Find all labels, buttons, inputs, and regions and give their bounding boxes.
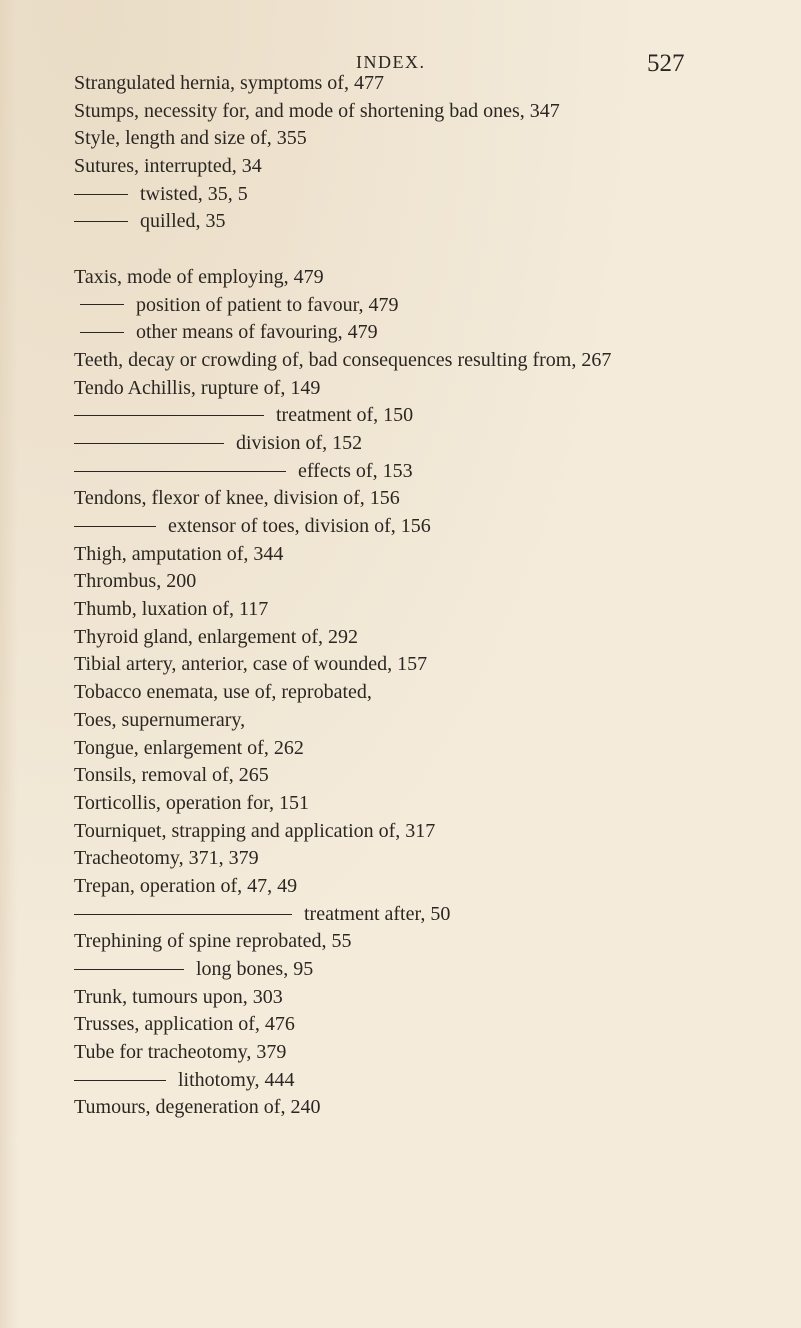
entry-text: Thumb, luxation of, 117 bbox=[74, 598, 269, 621]
ditto-dash bbox=[74, 471, 286, 472]
index-entry bbox=[74, 790, 774, 818]
entry-text: Tibial artery, anterior, case of wounded, 157 bbox=[74, 653, 428, 676]
index-entry bbox=[74, 347, 774, 375]
entry-text: Stumps, necessity for, and mode of shortening bad ones, 347 bbox=[74, 99, 560, 122]
ditto-dash bbox=[74, 443, 224, 444]
index-entry bbox=[74, 928, 774, 956]
entry-text: treatment after, 50 bbox=[304, 902, 451, 925]
index-entry bbox=[74, 568, 774, 596]
entry-text: position of patient to favour, 479 bbox=[136, 293, 399, 316]
index-subentry bbox=[74, 901, 774, 929]
index-entry bbox=[74, 1039, 774, 1067]
index-subentry bbox=[74, 513, 774, 541]
page-title: INDEX. bbox=[356, 52, 426, 72]
index-entry bbox=[74, 679, 774, 707]
index-entry bbox=[74, 735, 774, 763]
index-entry bbox=[74, 1011, 774, 1039]
entry-text: Teeth, decay or crowding of, bad consequences resulting from, 267 bbox=[74, 348, 612, 371]
entry-text: Style, length and size of, 355 bbox=[74, 127, 307, 150]
index-entry bbox=[74, 707, 774, 735]
entry-text: Thyroid gland, enlargement of, 292 bbox=[74, 625, 359, 648]
entry-text: Trepan, operation of, 47, 49 bbox=[74, 874, 298, 897]
entry-text: Taxis, mode of employing, 479 bbox=[74, 265, 324, 288]
index-subentry bbox=[74, 181, 774, 209]
index-subentry bbox=[74, 402, 774, 430]
entry-text: lithotomy, 444 bbox=[178, 1068, 295, 1091]
ditto-dash bbox=[80, 332, 124, 333]
entry-text: Trusses, application of, 476 bbox=[74, 1013, 295, 1036]
ditto-dash bbox=[74, 914, 292, 915]
index-subentry bbox=[74, 956, 774, 984]
entry-text: Tendo Achillis, rupture of, 149 bbox=[74, 376, 321, 399]
index-entry bbox=[74, 153, 774, 181]
entry-text: treatment of, 150 bbox=[276, 404, 414, 427]
entry-text: Tobacco enemata, use of, reprobated, bbox=[74, 681, 372, 704]
ditto-dash bbox=[74, 221, 128, 222]
index-entry bbox=[74, 984, 774, 1012]
index-entry bbox=[74, 596, 774, 624]
index-entry bbox=[74, 818, 774, 846]
entry-text: Trephining of spine reprobated, 55 bbox=[74, 930, 352, 953]
index-subentry bbox=[74, 458, 774, 486]
entry-text: other means of favouring, 479 bbox=[136, 321, 378, 344]
entry-text: Tongue, enlargement of, 262 bbox=[74, 736, 304, 759]
ditto-dash bbox=[74, 194, 128, 195]
entry-text: Tumours, degeneration of, 240 bbox=[74, 1096, 321, 1119]
index-subentry bbox=[74, 430, 774, 458]
entry-text: long bones, 95 bbox=[196, 958, 314, 980]
index-subentry bbox=[74, 1067, 774, 1095]
index-entry bbox=[74, 98, 774, 126]
entry-text: Torticollis, operation for, 151 bbox=[74, 791, 309, 814]
entry-text: quilled, 35 bbox=[140, 210, 226, 233]
entry-text: Tendons, flexor of knee, division of, 156 bbox=[74, 487, 400, 510]
entry-text: Trunk, tumours upon, 303 bbox=[74, 985, 283, 1008]
section-gap bbox=[74, 236, 774, 264]
index-entry bbox=[74, 762, 774, 790]
index-entry bbox=[74, 845, 774, 873]
entry-text: effects of, 153 bbox=[298, 459, 413, 482]
entry-text: Strangulated hernia, symptoms of, 477 bbox=[74, 72, 384, 94]
entry-text: Thrombus, 200 bbox=[74, 570, 197, 593]
entry-text: Toes, supernumerary, bbox=[74, 708, 246, 731]
ditto-dash bbox=[74, 415, 264, 416]
entry-text: Sutures, interrupted, 34 bbox=[74, 155, 262, 178]
index-entry bbox=[74, 375, 774, 403]
index-subentry bbox=[74, 292, 774, 320]
index-subentry bbox=[74, 319, 774, 347]
entry-text: Tracheotomy, 371, 379 bbox=[74, 847, 259, 870]
ditto-dash bbox=[74, 1080, 166, 1081]
entry-text: division of, 152 bbox=[236, 431, 363, 454]
index-subentry bbox=[74, 208, 774, 236]
page-number: 527 bbox=[647, 50, 685, 77]
entry-text: Tonsils, removal of, 265 bbox=[74, 764, 269, 787]
entry-text: extensor of toes, division of, 156 bbox=[168, 515, 431, 537]
index-entry bbox=[74, 624, 774, 652]
entry-text: Tube for tracheotomy, 379 bbox=[74, 1041, 287, 1064]
index-entry bbox=[74, 125, 774, 153]
index-entry bbox=[74, 70, 774, 98]
index-entries bbox=[74, 70, 774, 1122]
ditto-dash bbox=[80, 304, 124, 305]
entry-text: Thigh, amputation of, 344 bbox=[74, 542, 284, 565]
entry-text: twisted, 35, 5 bbox=[140, 182, 248, 205]
index-entry bbox=[74, 873, 774, 901]
index-entry bbox=[74, 1094, 774, 1122]
ditto-dash bbox=[74, 526, 156, 527]
index-entry bbox=[74, 485, 774, 513]
entry-text: Tourniquet, strapping and application of, 317 bbox=[74, 819, 436, 842]
index-entry bbox=[74, 541, 774, 569]
ditto-dash bbox=[74, 969, 184, 970]
index-entry bbox=[74, 651, 774, 679]
index-entry bbox=[74, 264, 774, 292]
